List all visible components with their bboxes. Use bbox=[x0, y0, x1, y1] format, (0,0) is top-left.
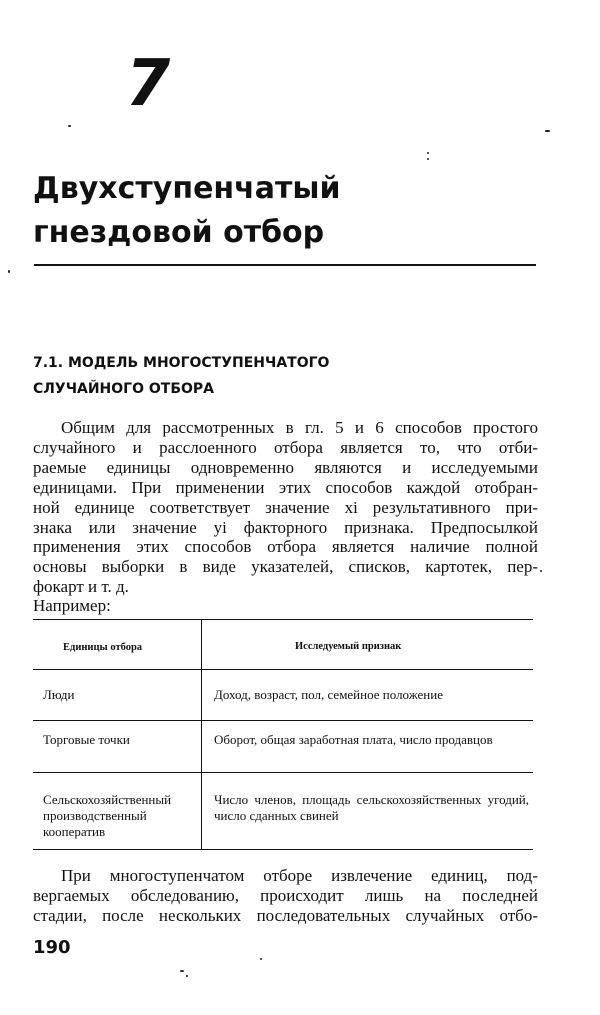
table-cell-unit: Люди bbox=[43, 687, 75, 702]
title-divider bbox=[34, 264, 536, 266]
table-cell-unit: Торговые точки bbox=[43, 732, 130, 747]
text-line: основы выборки в виде указателей, списков, картотек, пер- bbox=[33, 557, 538, 577]
print-speck bbox=[8, 270, 10, 273]
table-cell-attribute: Число членов, площадь сельскохозяйственных угодий, число сданных свиней bbox=[214, 792, 529, 823]
print-speck bbox=[180, 970, 184, 972]
text-line: раемые единицы одновременно являются и исследуемыми bbox=[33, 457, 538, 477]
section-heading-line: СЛУЧАЙНОГО ОТБОРА bbox=[33, 381, 214, 397]
text-line: ной единице соответствует значение xi результативного при- bbox=[33, 497, 538, 517]
chapter-title bbox=[33, 167, 553, 255]
text-line: вергаемых обследованию, происходит лишь на последней bbox=[33, 885, 538, 905]
page-number: 190 bbox=[33, 937, 71, 958]
table-cell-attribute: Оборот, общая заработная плата, число продавцов bbox=[214, 732, 493, 747]
paragraph-intro bbox=[33, 418, 538, 597]
section-heading bbox=[33, 350, 553, 402]
example-label: Например: bbox=[33, 596, 111, 615]
table-row-divider bbox=[33, 669, 533, 670]
chapter-number: 7 bbox=[125, 47, 171, 121]
text-line: единицами. При применении этих способов каждой отобран- bbox=[33, 477, 538, 497]
text-line: При многоступенчатом отборе извлечение единиц, под- bbox=[61, 866, 538, 885]
print-speck bbox=[186, 975, 188, 977]
text-line: Общим для рассмотренных в гл. 5 и 6 способов простого bbox=[61, 418, 538, 437]
paragraph-multistage bbox=[33, 866, 538, 926]
print-speck bbox=[260, 958, 262, 960]
text-line: применения этих способов отбора является наличие полной bbox=[33, 537, 538, 557]
print-speck bbox=[540, 570, 542, 572]
table-column-divider bbox=[201, 620, 202, 849]
table-header-attribute: Исследуемый признак bbox=[295, 641, 402, 652]
text-line: фокарт и т. д. bbox=[33, 577, 129, 597]
text-line: стадии, после нескольких последовательных случайных отбо- bbox=[33, 905, 538, 925]
print-speck bbox=[545, 130, 550, 132]
table-cell-unit: Сельскохозяйственный производственный кооператив bbox=[43, 792, 172, 839]
print-speck bbox=[68, 125, 71, 127]
text-line: случайного и расслоенного отбора является то, что отби- bbox=[33, 437, 538, 457]
table-header-unit: Единицы отбора bbox=[63, 642, 143, 653]
table-row-divider bbox=[33, 772, 533, 773]
chapter-title-line: Двухступенчатый bbox=[33, 171, 341, 206]
chapter-title-line: гнездовой отбор bbox=[33, 215, 325, 250]
print-speck bbox=[427, 158, 429, 160]
print-speck bbox=[427, 152, 429, 154]
examples-table bbox=[33, 619, 533, 850]
table-cell-attribute: Доход, возраст, пол, семейное положение bbox=[214, 687, 443, 702]
table-row-divider bbox=[33, 720, 533, 721]
section-heading-line: 7.1. МОДЕЛЬ МНОГОСТУПЕНЧАТОГО bbox=[33, 355, 330, 371]
text-line: знака или значение yi факторного признака. Предпосылкой bbox=[33, 517, 538, 537]
